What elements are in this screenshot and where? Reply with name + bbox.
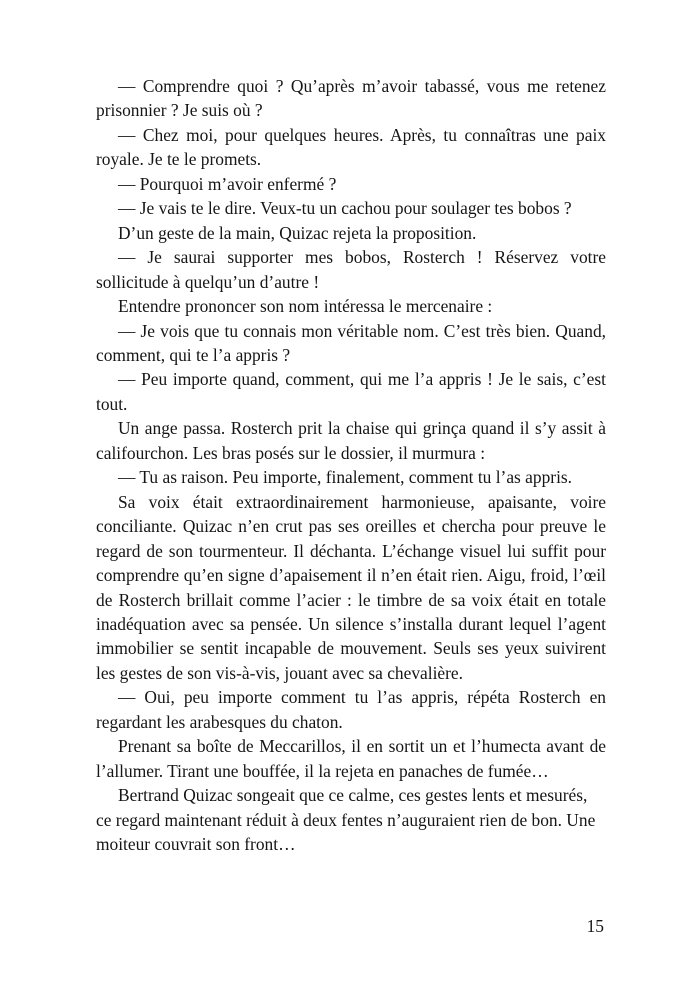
- paragraph: Sa voix était extraordinairement harmonieuse, apaisante, voire conciliante. Quizac n’en crut pas ses oreilles et chercha pour preuve le regard de son tourmenteur. Il déchanta. L’échange visuel lui suffit pour comprendre qu’en signe d’apaisement il n’en était rien. Aigu, froid, l’œil de Rosterch brillait comme l’acier : le timbre de sa voix était en totale inadéquation avec sa pensée. Un silence s’installa durant lequel l’agent immobilier se sentit incapable de mouvement. Seuls ses yeux suivirent les gestes de son vis-à-vis, jouant avec sa chevalière.: [96, 491, 606, 683]
- paragraph: — Je vais te le dire. Veux-tu un cachou pour soulager tes bobos ?: [118, 198, 572, 219]
- paragraph: — Je saurai supporter mes bobos, Rosterch ! Réservez votre sollicitude à quelqu’un d’autre !: [96, 247, 606, 292]
- paragraph: — Oui, peu importe comment tu l’as appris, répéta Rosterch en regardant les arabesques du chaton.: [96, 687, 606, 732]
- paragraph: D’un geste de la main, Quizac rejeta la proposition.: [118, 222, 477, 243]
- paragraph: Entendre prononcer son nom intéressa le mercenaire :: [118, 296, 493, 317]
- paragraph: Prenant sa boîte de Meccarillos, il en sortit un et l’humecta avant de l’allumer. Tirant une bouffée, il la rejeta en panaches de fumée…: [96, 736, 606, 781]
- paragraph: — Je vois que tu connais mon véritable nom. C’est très bien. Quand, comment, qui te l’a appris ?: [96, 320, 606, 365]
- page-body: [96, 74, 606, 857]
- paragraph: Bertrand Quizac songeait que ce calme, ces gestes lents et mesurés, ce regard maintenant réduit à deux fentes n’auguraient rien de bon. Une moiteur couvrait son front…: [96, 785, 596, 855]
- paragraph: — Pourquoi m’avoir enfermé ?: [118, 173, 337, 194]
- paragraph: — Comprendre quoi ? Qu’après m’avoir tabassé, vous me retenez prisonnier ? Je suis où ?: [96, 76, 606, 121]
- paragraph: — Tu as raison. Peu importe, finalement, comment tu l’as appris.: [118, 467, 573, 488]
- paragraph: — Chez moi, pour quelques heures. Après, tu connaîtras une paix royale. Je te le promets.: [96, 124, 606, 170]
- paragraph: — Peu importe quand, comment, qui me l’a appris ! Je le sais, c’est tout.: [96, 369, 606, 414]
- page-number: 15: [586, 916, 604, 936]
- paragraph: Un ange passa. Rosterch prit la chaise qui grinça quand il s’y assit à califourchon. Les bras posés sur le dossier, il murmura :: [96, 418, 606, 463]
